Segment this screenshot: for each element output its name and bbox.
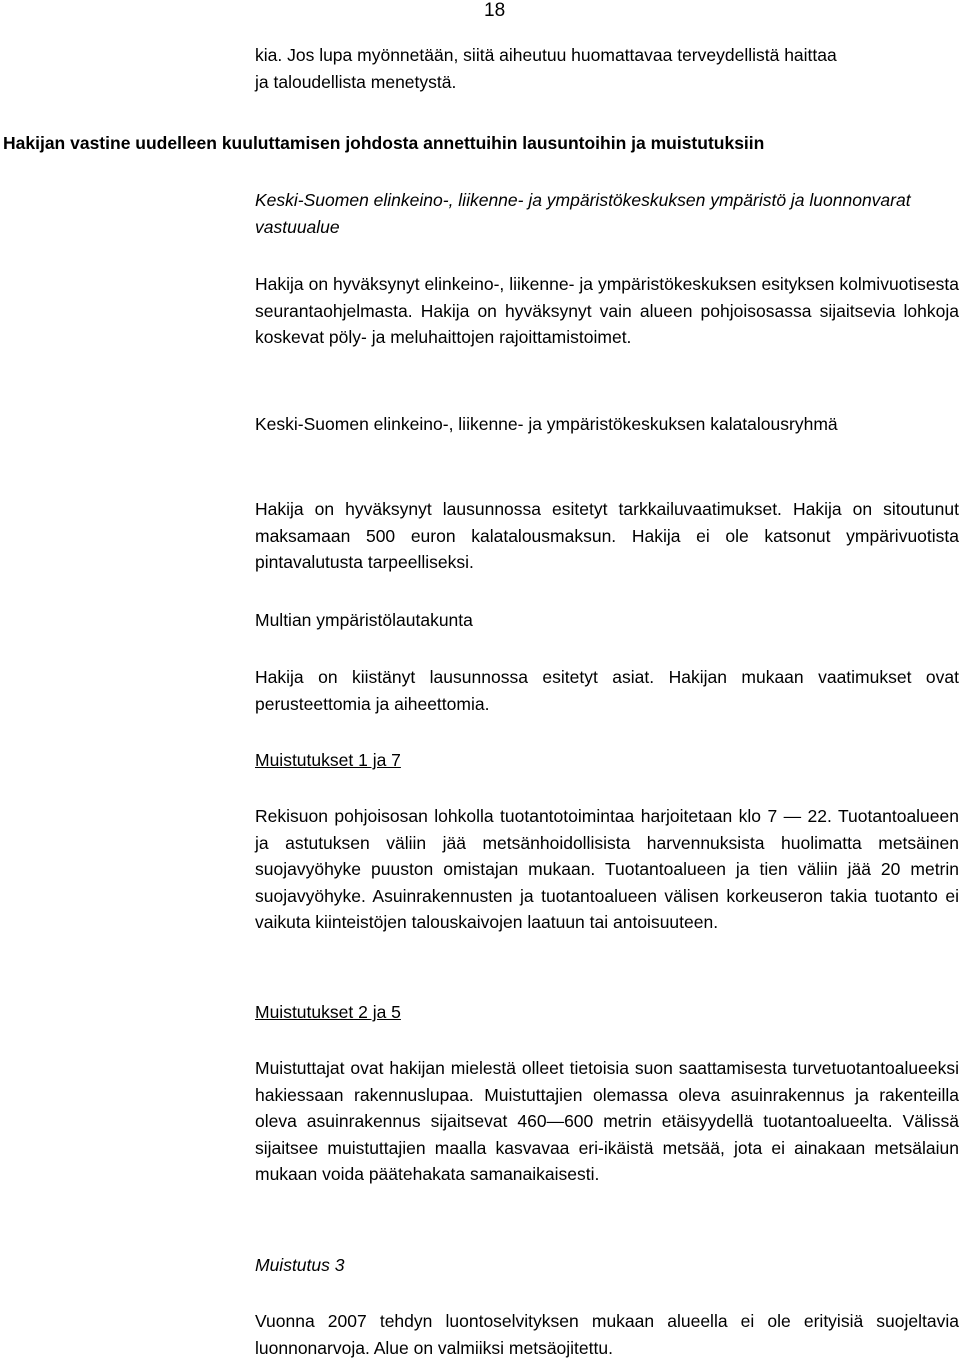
section-title-muistutukset-1-7: Muistutukset 1 ja 7 <box>255 750 401 770</box>
section-body-multia: Hakija on kiistänyt lausunnossa esitetyt asiat. Hakijan mukaan vaatimukset ovat perusteettomia ja aiheettomia. <box>255 667 959 714</box>
page-number: 18 <box>484 0 506 21</box>
section-body-muistutukset-1-7: Rekisuon pohjoisosan lohkolla tuotantotoimintaa harjoitetaan klo 7 — 22. Tuotantoalueen ja astutuksen väliin jää metsänhoidollisista harvennuksista huolimatta metsäinen suojavyöhyke puuston omistajan mukaan. Tuotantoalueen ja tien väliin jää 20 metrin suojavyöhyke. Asuinrakennusten ja tuotantoalueen välisen korkeuseron takia tuotanto ei vaikuta kiinteistöjen talouskaivojen laatuun tai antoisuuteen. <box>255 806 959 932</box>
section-title-muistutukset-2-5: Muistutukset 2 ja 5 <box>255 1002 401 1022</box>
section-body-ely-ymparisto: Hakija on hyväksynyt elinkeino-, liikenne- ja ympäristökeskuksen esityksen kolmivuotisesta seurantaohjelmasta. Hakija on hyväksynyt vain alueen pohjoisosassa sijaitsevia lohkoja koskevat pöly- ja meluhaittojen rajoittamistoimet. <box>255 274 959 347</box>
section-title-ely-ymparisto: Keski-Suomen elinkeino-, liikenne- ja ympäristökeskuksen ympäristö ja luonnonvarat vastuualue <box>255 190 911 237</box>
intro-paragraph <box>255 42 959 95</box>
section-title-ely-kalatalous: Keski-Suomen elinkeino-, liikenne- ja ympäristökeskuksen kalatalousryhmä <box>255 414 838 434</box>
section-body-ely-kalatalous: Hakija on hyväksynyt lausunnossa esitetyt tarkkailuvaatimukset. Hakija on sitoutunut maksamaan 500 euron kalatalousmaksun. Hakija ei ole katsonut ympärivuotista pintavalutusta tarpeelliseksi. <box>255 499 959 572</box>
section-heading: Hakijan vastine uudelleen kuuluttamisen johdosta annettuihin lausuntoihin ja muistutuksiin <box>3 133 765 153</box>
intro-line-1: kia. Jos lupa myönnetään, siitä aiheutuu huomattavaa terveydellistä haittaa <box>255 45 837 65</box>
section-title-muistutus-3: Muistutus 3 <box>255 1255 345 1275</box>
section-body-muistutus-3: Vuonna 2007 tehdyn luontoselvityksen mukaan alueella ei ole erityisiä suojeltavia luonnonarvoja. Alue on valmiiksi metsäojitettu. <box>255 1311 959 1358</box>
section-body-muistutukset-2-5: Muistuttajat ovat hakijan mielestä olleet tietoisia suon saattamisesta turvetuotantoalueeksi hakiessaan rakennuslupaa. Muistuttajien olemassa oleva asuinrakennus ja rakenteilla oleva asuinrakennus sijaitsevat 460—600 metrin etäisyydellä tuotantoalueelta. Välissä sijaitsee muistuttajien maalla kasvavaa eri-ikäistä metsää, jota ei ainakaan metsälaiun mukaan voida päätehakata samanaikaisesti. <box>255 1058 959 1184</box>
section-title-multia: Multian ympäristölautakunta <box>255 610 473 630</box>
intro-line-2: ja taloudellista menetystä. <box>255 71 457 92</box>
